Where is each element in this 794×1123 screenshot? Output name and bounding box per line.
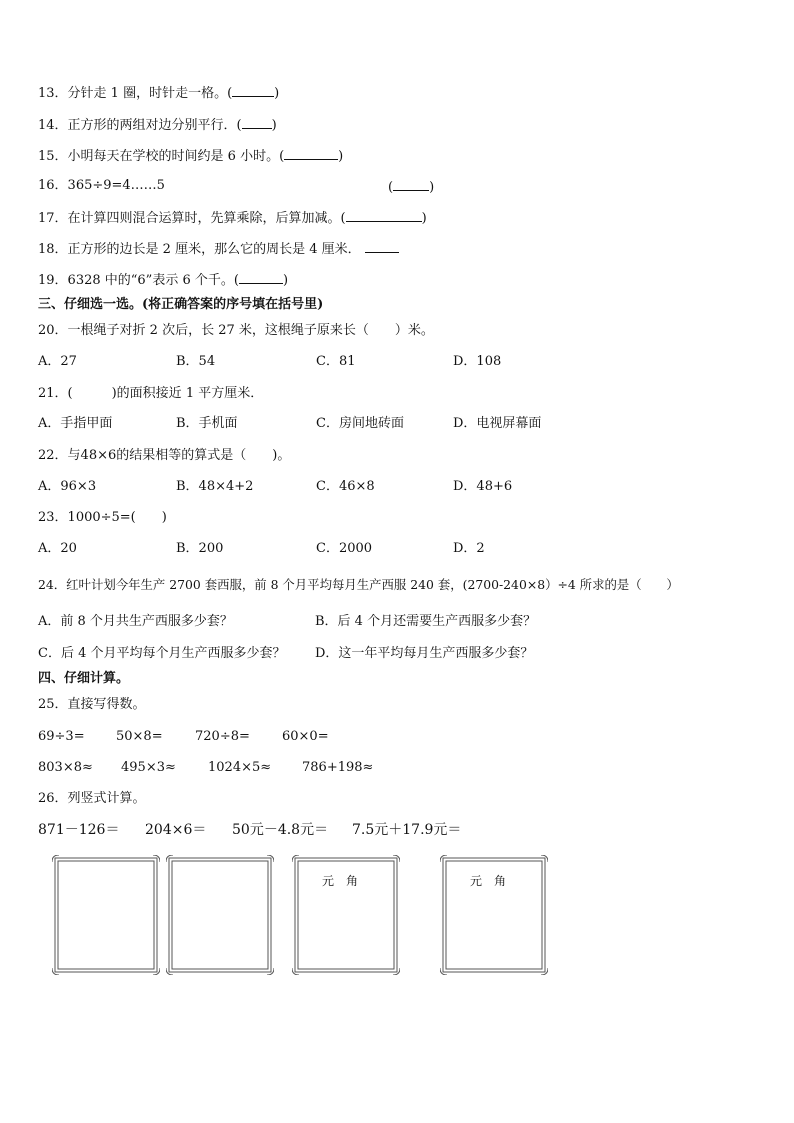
question-14: 14．正方形的两组对边分别平行．( ) (38, 118, 277, 133)
option-a[interactable]: A．手指甲面 (38, 416, 113, 431)
mental-calc: 60×0= (282, 729, 329, 744)
question-26: 26．列竖式计算。 (38, 791, 146, 806)
question-23: 23．1000÷5=( ) (38, 510, 167, 525)
mental-calc: 720÷8= (195, 729, 250, 744)
option-a[interactable]: A．96×3 (38, 479, 97, 494)
option-c[interactable]: C．81 (316, 354, 356, 369)
answer-paren: ( ) (388, 180, 435, 195)
answer-blank[interactable] (232, 84, 274, 97)
vertical-calc: 7.5元＋17.9元＝ (352, 822, 462, 838)
answer-blank[interactable] (365, 240, 399, 253)
option-b[interactable]: B．手机面 (176, 416, 238, 431)
answer-blank[interactable] (346, 209, 422, 222)
vertical-calc: 204×6＝ (145, 822, 207, 838)
question-25: 25．直接写得数。 (38, 697, 146, 712)
estimate-calc: 1024×5≈ (208, 760, 272, 775)
answer-blank[interactable] (284, 147, 338, 160)
option-d[interactable]: D．48+6 (453, 479, 513, 494)
answer-blank[interactable] (393, 178, 429, 191)
option-d[interactable]: D．2 (453, 541, 485, 556)
yuan-jiao-label: 元角 (469, 874, 518, 888)
option-c[interactable]: C．2000 (316, 541, 373, 556)
option-b[interactable]: B．48×4+2 (176, 479, 254, 494)
estimate-calc: 495×3≈ (121, 760, 176, 775)
answer-frame[interactable] (440, 855, 548, 975)
option-d[interactable]: D．电视屏幕面 (453, 416, 542, 431)
option-a[interactable]: A．20 (38, 541, 77, 556)
vertical-calc: 871－126＝ (38, 822, 120, 838)
question-16: 16．365÷9=4……5 ( ) (38, 178, 435, 195)
option-b[interactable]: B．200 (176, 541, 224, 556)
section-3-title: 三、仔细选一选。(将正确答案的序号填在括号里) (38, 297, 324, 312)
option-b[interactable]: B．54 (176, 354, 216, 369)
question-13: 13．分针走 1 圈，时针走一格。( ) (38, 86, 280, 101)
answer-blank[interactable] (239, 271, 283, 284)
mental-calc: 69÷3= (38, 729, 85, 744)
question-24: 24．红叶计划今年生产 2700 套西服，前 8 个月平均每月生产西服 240 套，(2700-240×8）÷4 所求的是（ ） (38, 577, 679, 592)
mental-calc: 50×8= (116, 729, 163, 744)
question-20: 20．一根绳子对折 2 次后，长 27 米，这根绳子原来长（ ）米。 (38, 323, 434, 338)
option-c[interactable]: C．46×8 (316, 479, 375, 494)
option-d[interactable]: D．108 (453, 354, 502, 369)
question-21: 21．( )的面积接近 1 平方厘米． (38, 386, 264, 401)
question-15: 15．小明每天在学校的时间约是 6 小时。( ) (38, 149, 344, 164)
option-a[interactable]: A．27 (38, 354, 77, 369)
answer-frame[interactable] (292, 855, 400, 975)
option-a[interactable]: A．前 8 个月共生产西服多少套？ (38, 614, 233, 629)
section-4-title: 四、仔细计算。 (38, 671, 130, 686)
vertical-calc: 50元－4.8元＝ (232, 822, 329, 838)
option-b[interactable]: B．后 4 个月还需要生产西服多少套？ (315, 614, 537, 629)
question-17: 17．在计算四则混合运算时，先算乘除，后算加减。( ) (38, 211, 427, 226)
question-18: 18．正方形的边长是 2 厘米，那么它的周长是 4 厘米． (38, 240, 399, 258)
estimate-calc: 803×8≈ (38, 760, 93, 775)
yuan-jiao-label: 元角 (321, 874, 370, 888)
question-22: 22．与48×6的结果相等的算式是（ )。 (38, 448, 291, 463)
answer-blank[interactable] (242, 116, 272, 129)
question-19: 19．6328 中的“6”表示 6 个千。( ) (38, 273, 289, 288)
option-d[interactable]: D．这一年平均每月生产西服多少套？ (315, 646, 534, 661)
option-c[interactable]: C．后 4 个月平均每个月生产西服多少套？ (38, 646, 286, 661)
answer-frame[interactable] (52, 855, 160, 975)
answer-frame[interactable] (166, 855, 274, 975)
estimate-calc: 786+198≈ (302, 760, 374, 775)
option-c[interactable]: C．房间地砖面 (316, 416, 404, 431)
